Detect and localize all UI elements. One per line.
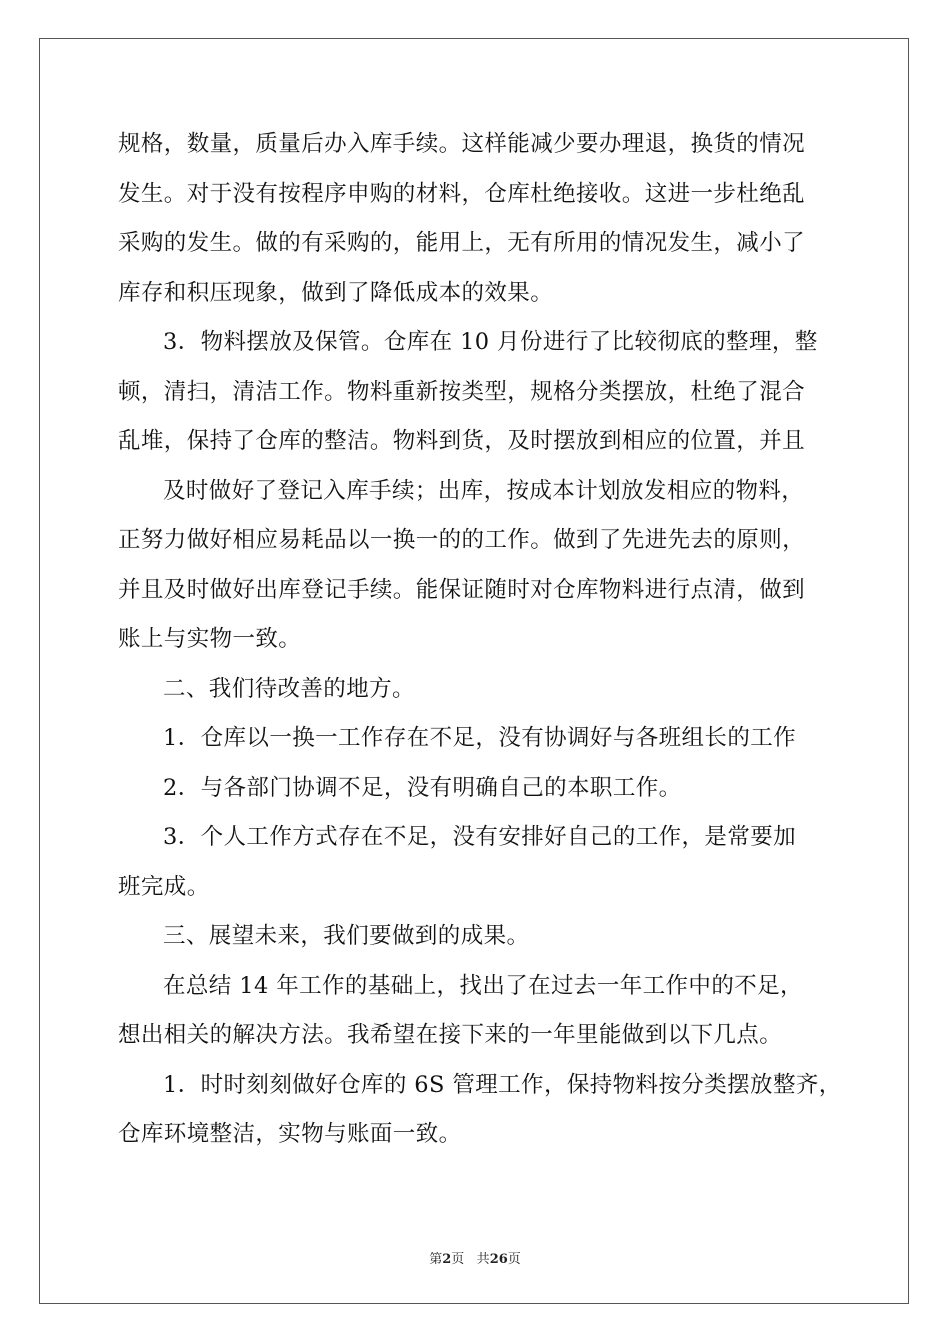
total-prefix: 共 <box>476 1252 490 1267</box>
total-suffix: 页 <box>507 1252 521 1267</box>
text-line: 二、我们待改善的地方。 <box>163 675 415 702</box>
text-line: 顿，清扫，清洁工作。物料重新按类型，规格分类摆放，杜绝了混合 <box>118 378 806 405</box>
text-line: 3．个人工作方式存在不足，没有安排好自己的工作，是常要加 <box>163 824 797 850</box>
text-line: 账上与实物一致。 <box>118 626 302 652</box>
text-line: 3．物料摆放及保管。仓库在 10 月份进行了比较彻底的整理，整 <box>163 329 818 355</box>
text-line: 规格，数量，质量后办入库手续。这样能减少要办理退，换货的情况 <box>118 131 806 157</box>
text-line: 正努力做好相应易耗品以一换一的的工作。做到了先进先去的原则， <box>118 527 806 553</box>
page-footer <box>0 1248 950 1267</box>
total-pages: 26 <box>489 1252 508 1267</box>
text-line: 及时做好了登记入库手续；出库，按成本计划放发相应的物料， <box>163 477 805 504</box>
page-suffix: 页 <box>451 1252 465 1267</box>
text-line: 库存和积压现象，做到了降低成本的效果。 <box>118 279 554 306</box>
text-line: 三、展望未来，我们要做到的成果。 <box>163 923 530 949</box>
text-line: 仓库环境整洁，实物与账面一致。 <box>118 1121 462 1147</box>
text-line: 1．时时刻刻做好仓库的 6S 管理工作，保持物料按分类摆放整齐， <box>163 1071 842 1098</box>
page-prefix: 第 <box>429 1252 443 1267</box>
text-line: 在总结 14 年工作的基础上，找出了在过去一年工作中的不足， <box>163 972 803 999</box>
text-line: 乱堆，保持了仓库的整洁。物料到货，及时摆放到相应的位置，并且 <box>118 428 806 454</box>
text-line: 想出相关的解决方法。我希望在接下来的一年里能做到以下几点。 <box>118 1022 783 1048</box>
text-line: 2．与各部门协调不足，没有明确自己的本职工作。 <box>163 774 682 801</box>
text-line: 1．仓库以一换一工作存在不足，没有协调好与各班组长的工作 <box>163 725 797 751</box>
text-line: 班完成。 <box>118 873 210 900</box>
text-line: 采购的发生。做的有采购的，能用上，无有所用的情况发生，减小了 <box>118 230 806 256</box>
text-line: 发生。对于没有按程序申购的材料，仓库杜绝接收。这进一步杜绝乱 <box>118 180 806 207</box>
page-number: 2 <box>442 1252 452 1267</box>
text-line: 并且及时做好出库登记手续。能保证随时对仓库物料进行点清，做到 <box>118 576 806 603</box>
